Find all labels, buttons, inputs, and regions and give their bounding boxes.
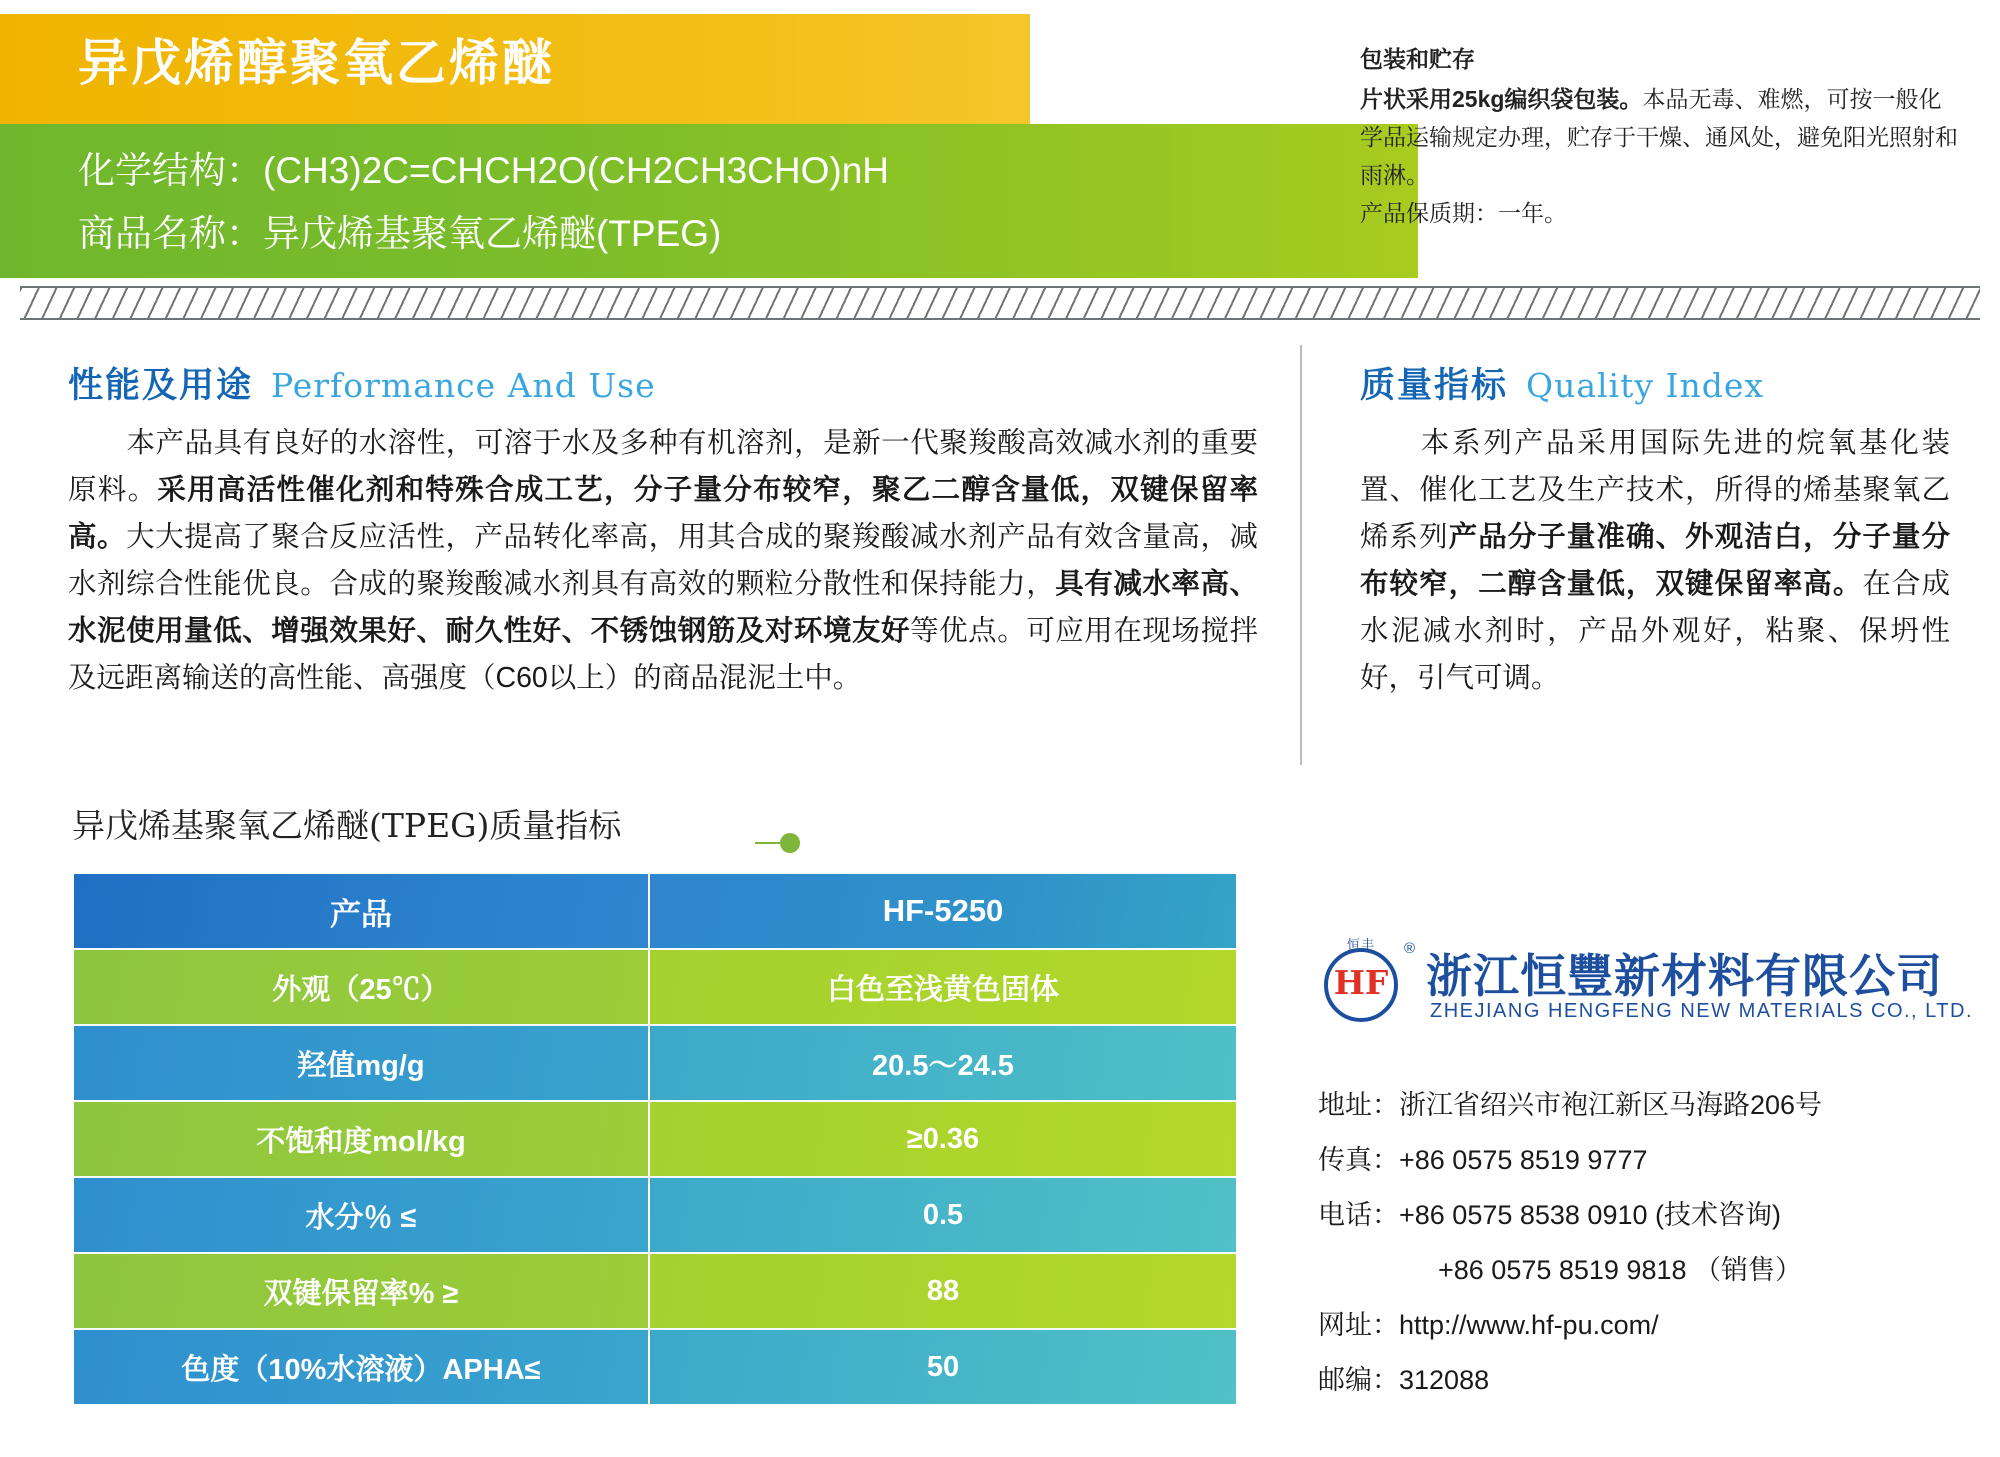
contact-web-row	[1318, 1298, 1978, 1353]
logo-top-text: 恒丰	[1346, 937, 1375, 952]
contact-block	[1318, 1078, 1978, 1408]
chemical-structure-line	[78, 152, 889, 189]
fax-label: 传真：	[1318, 1145, 1399, 1175]
caption-dot	[780, 833, 800, 853]
table-cell-value: 88	[649, 1253, 1237, 1329]
quality-text-2-bold: 产品分子量准确、外观洁白，分子量分布较窄，二醇含量低，双键保留率高。	[1360, 521, 1950, 600]
table-caption: 异戊烯基聚氧乙烯醚(TPEG)质量指标	[72, 806, 622, 845]
column-divider	[1300, 345, 1302, 765]
quality-index-table	[72, 872, 1238, 1406]
header-green-band	[0, 124, 1418, 278]
contact-address-row	[1318, 1078, 1978, 1133]
performance-heading	[68, 358, 656, 408]
tel-value: +86 0575 8538 0910 (技术咨询)	[1399, 1200, 1781, 1230]
company-name-cn: 浙江恒豐新材料有限公司	[1426, 949, 1943, 1003]
packaging-body	[1360, 80, 1960, 194]
table-cell-value: 白色至浅黄色固体	[649, 949, 1237, 1025]
performance-body	[68, 420, 1258, 702]
packaging-shelf-life: 产品保质期：一年。	[1360, 200, 1567, 226]
performance-heading-en: Performance And Use	[271, 366, 656, 405]
table-row	[73, 949, 1237, 1025]
packaging-storage-block	[1360, 40, 1960, 232]
performance-text-4-bold: 具有减水率高、水泥使用量低、增强效果好、耐久性好、不锈蚀钢筋及对环境友好	[68, 568, 1258, 647]
chemical-structure-value: (CH3)2C=CHCH2O(CH2CH3CHO)nH	[263, 150, 890, 191]
table-cell-value: ≥0.36	[649, 1101, 1237, 1177]
table-row	[73, 1253, 1237, 1329]
performance-text-1: 本产品具有良好的水溶性，可溶于水及多种有机溶剂，是新一代聚羧酸高效减水剂的重要原料。	[68, 427, 1258, 506]
fax-value: +86 0575 8519 9777	[1399, 1145, 1648, 1175]
table-row	[73, 873, 1237, 949]
table-row	[73, 1025, 1237, 1101]
web-label: 网址：	[1318, 1310, 1399, 1340]
quality-text-3: 在合成水泥减水剂时，产品外观好，粘聚、保坍性好，引气可调。	[1360, 568, 1950, 694]
contact-tel-row	[1318, 1188, 1978, 1243]
packaging-title: 包装和贮存	[1360, 46, 1475, 72]
table-cell-label: 色度（10%水溶液）APHA≤	[73, 1329, 649, 1405]
table-cell-value: HF-5250	[649, 873, 1237, 949]
trade-name-line	[78, 215, 721, 252]
table-row	[73, 1177, 1237, 1253]
performance-text-5: 等优点。可应用在现场搅拌及远距离输送的高性能、高强度（C60以上）的商品混泥土中。	[68, 615, 1258, 694]
table-cell-label: 产品	[73, 873, 649, 949]
document-header	[0, 0, 1030, 270]
hatched-divider	[20, 288, 1980, 318]
web-value[interactable]: http://www.hf-pu.com/	[1399, 1310, 1659, 1340]
divider-line-bottom	[20, 318, 1980, 320]
zip-label: 邮编：	[1318, 1365, 1399, 1395]
quality-text-1: 本系列产品采用国际先进的烷氧基化装置、催化工艺及生产技术，所得的烯基聚氧乙烯系列	[1360, 427, 1950, 553]
table-cell-label: 不饱和度mol/kg	[73, 1101, 649, 1177]
table-row	[73, 1101, 1237, 1177]
performance-text-3: 大大提高了聚合反应活性，产品转化率高，用其合成的聚羧酸减水剂产品有效含量高，减水剂综合性能优良。合成的聚羧酸减水剂具有高效的颗粒分散性和保持能力，	[68, 521, 1258, 600]
table-cell-label: 羟值mg/g	[73, 1025, 649, 1101]
quality-heading-cn: 质量指标	[1360, 366, 1509, 405]
performance-heading-cn: 性能及用途	[68, 366, 254, 405]
zip-value: 312088	[1399, 1365, 1490, 1395]
table-cell-value: 20.5～24.5	[649, 1025, 1237, 1101]
contact-zip-row	[1318, 1353, 1978, 1408]
trade-name-value: 异戊烯基聚氧乙烯醚(TPEG)	[263, 213, 722, 254]
logo-monogram-text: HF	[1333, 963, 1389, 1002]
address-label: 地址：	[1318, 1090, 1399, 1120]
table-cell-value: 0.5	[649, 1177, 1237, 1253]
quality-heading	[1360, 358, 1764, 408]
performance-text-2-bold: 采用高活性催化剂和特殊合成工艺，分子量分布较窄，聚乙二醇含量低，双键保留率高。	[68, 474, 1258, 553]
registered-trademark-icon: ®	[1404, 940, 1416, 957]
tel-label: 电话：	[1318, 1200, 1399, 1230]
tel-value-secondary: +86 0575 8519 9818 （销售）	[1438, 1255, 1802, 1285]
address-value: 浙江省绍兴市袍江新区马海路206号	[1399, 1090, 1823, 1120]
chemical-structure-label: 化学结构：	[78, 150, 263, 191]
table-cell-value: 50	[649, 1329, 1237, 1405]
contact-tel-row-secondary	[1318, 1243, 1978, 1298]
company-name-en: ZHEJIANG HENGFENG NEW MATERIALS CO., LTD.	[1430, 1000, 1974, 1022]
packaging-text: 本品无毒、难燃，可按一般化学品运输规定办理，贮存于干燥、通风处，避免阳光照射和雨淋。	[1360, 86, 1958, 188]
table-cell-label: 外观（25℃）	[73, 949, 649, 1025]
contact-fax-row	[1318, 1133, 1978, 1188]
table-cell-label: 双键保留率% ≥	[73, 1253, 649, 1329]
page-title: 异戊烯醇聚氧乙烯醚	[78, 35, 555, 91]
table-row	[73, 1329, 1237, 1405]
quality-body	[1360, 420, 1950, 702]
quality-heading-en: Quality Index	[1526, 366, 1765, 405]
table-cell-label: 水分％ ≤	[73, 1177, 649, 1253]
trade-name-label: 商品名称：	[78, 213, 263, 254]
company-logo-icon	[1318, 938, 1414, 1026]
company-logo-block	[1318, 937, 1974, 1028]
packaging-bold-lead: 片状采用25kg编织袋包装。	[1360, 86, 1643, 112]
